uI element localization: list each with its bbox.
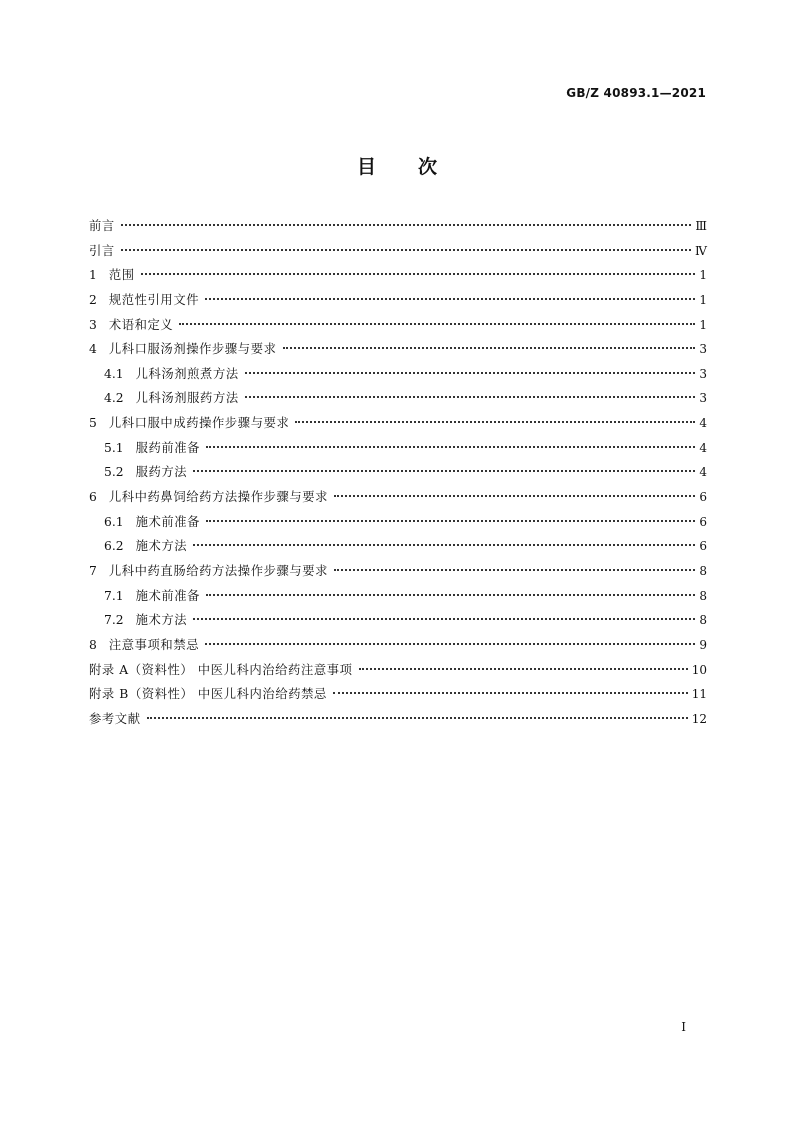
toc-entry-label: 引言: [89, 243, 115, 258]
toc-entry-number: 4: [89, 342, 97, 357]
toc-entry-label: 范围: [108, 268, 135, 283]
toc-entry[interactable]: [89, 413, 707, 438]
standard-code: GB/Z 40893.1—2021: [566, 86, 706, 100]
toc-entry-number: 1: [89, 268, 97, 283]
toc-entry-label: 儿科汤剂煎煮方法: [135, 366, 239, 381]
page-title: [0, 152, 794, 179]
toc-entry-page: 11: [691, 687, 707, 702]
toc-entry-number: 5.2: [104, 465, 124, 480]
toc-leader-dots: [193, 618, 695, 620]
toc-entry[interactable]: [89, 438, 707, 463]
toc-entry[interactable]: [89, 388, 707, 413]
toc-leader-dots: [121, 224, 692, 226]
toc-entry-label: 施术前准备: [135, 588, 201, 603]
title-part-2: 次: [418, 156, 438, 178]
toc-entry-label: 儿科中药直肠给药方法操作步骤与要求: [108, 563, 329, 578]
toc-leader-dots: [147, 717, 688, 719]
toc-leader-dots: [245, 396, 695, 398]
toc-entry[interactable]: [89, 315, 707, 340]
toc-entry-number: 6.2: [104, 539, 124, 554]
toc-entry[interactable]: [89, 216, 707, 241]
table-of-contents: [89, 216, 707, 733]
toc-entry[interactable]: [89, 586, 707, 611]
toc-entry[interactable]: [89, 364, 707, 389]
toc-entry-number: 7: [89, 563, 97, 578]
toc-entry-page: 4: [699, 416, 707, 431]
toc-leader-dots: [193, 544, 695, 546]
toc-leader-dots: [193, 470, 695, 472]
toc-leader-dots: [205, 643, 695, 645]
toc-entry[interactable]: [89, 536, 707, 561]
toc-entry[interactable]: [89, 709, 707, 734]
toc-entry[interactable]: [89, 512, 707, 537]
toc-entry-label: 施术方法: [135, 539, 188, 554]
toc-entry-page: 6: [699, 514, 707, 529]
toc-leader-dots: [141, 273, 695, 275]
toc-entry-number: 7.2: [104, 613, 124, 628]
toc-entry-page: 3: [699, 342, 707, 357]
toc-entry-page: 10: [691, 662, 707, 677]
toc-leader-dots: [206, 446, 695, 448]
toc-leader-dots: [334, 495, 695, 497]
toc-entry[interactable]: [89, 487, 707, 512]
toc-entry-label: 儿科口服汤剂操作步骤与要求: [108, 342, 277, 357]
toc-entry-number: 6.1: [104, 514, 124, 529]
toc-leader-dots: [295, 421, 695, 423]
toc-entry-label: 参考文献: [89, 711, 141, 726]
toc-leader-dots: [245, 372, 695, 374]
toc-entry-label: 服药前准备: [135, 440, 201, 455]
toc-entry-page: Ⅲ: [695, 219, 707, 233]
toc-entry-page: 9: [699, 637, 707, 652]
toc-entry-number: 5: [89, 416, 97, 431]
toc-entry-page: 4: [699, 440, 707, 455]
toc-leader-dots: [334, 569, 695, 571]
toc-entry-page: 8: [699, 588, 707, 603]
title-part-1: 目: [356, 156, 376, 178]
toc-entry-number: 2: [89, 292, 97, 307]
toc-entry-number: 6: [89, 490, 97, 505]
toc-entry-label: 注意事项和禁忌: [108, 637, 200, 652]
toc-entry-page: 12: [691, 711, 707, 726]
toc-entry-label: 附录 B（资料性） 中医儿科内治给药禁忌: [89, 687, 327, 702]
toc-entry[interactable]: [89, 241, 707, 266]
toc-entry-number: 3: [89, 317, 97, 332]
toc-leader-dots: [283, 347, 696, 349]
toc-entry[interactable]: [89, 462, 707, 487]
toc-entry-label: 服药方法: [135, 465, 188, 480]
toc-entry-label: 前言: [89, 219, 115, 233]
toc-entry-page: 3: [699, 391, 707, 406]
toc-entry-label: 儿科汤剂服药方法: [135, 391, 239, 406]
toc-leader-dots: [359, 668, 688, 670]
toc-entry-number: 8: [89, 637, 97, 652]
toc-entry[interactable]: [89, 265, 707, 290]
toc-leader-dots: [205, 298, 695, 300]
toc-entry-number: 4.2: [104, 391, 124, 406]
page-number: I: [681, 1020, 686, 1034]
toc-entry-page: 6: [699, 490, 707, 505]
toc-leader-dots: [206, 594, 695, 596]
toc-leader-dots: [333, 692, 688, 694]
toc-leader-dots: [206, 520, 695, 522]
toc-entry[interactable]: [89, 290, 707, 315]
toc-entry-page: 6: [699, 539, 707, 554]
toc-entry-label: 术语和定义: [108, 317, 174, 332]
toc-entry-page: 8: [699, 613, 707, 628]
toc-entry[interactable]: [89, 635, 707, 660]
toc-entry-page: 3: [699, 366, 707, 381]
toc-entry[interactable]: [89, 339, 707, 364]
toc-entry-page: 1: [699, 292, 707, 307]
toc-entry-page: Ⅳ: [695, 243, 707, 258]
toc-entry-number: 5.1: [104, 440, 124, 455]
toc-entry-label: 附录 A（资料性） 中医儿科内治给药注意事项: [89, 662, 353, 677]
toc-entry-page: 1: [699, 268, 707, 283]
toc-leader-dots: [179, 323, 695, 325]
toc-entry-page: 1: [699, 317, 707, 332]
toc-entry-number: 4.1: [104, 366, 124, 381]
toc-leader-dots: [121, 249, 691, 251]
toc-entry-label: 施术前准备: [135, 514, 201, 529]
toc-entry[interactable]: [89, 610, 707, 635]
toc-entry-number: 7.1: [104, 588, 124, 603]
toc-entry[interactable]: [89, 660, 707, 685]
toc-entry[interactable]: [89, 684, 707, 709]
toc-entry[interactable]: [89, 561, 707, 586]
toc-entry-page: 8: [699, 563, 707, 578]
toc-entry-label: 儿科中药鼻饲给药方法操作步骤与要求: [108, 490, 329, 505]
toc-entry-label: 儿科口服中成药操作步骤与要求: [108, 416, 290, 431]
toc-entry-label: 规范性引用文件: [108, 292, 200, 307]
toc-entry-label: 施术方法: [135, 613, 188, 628]
toc-entry-page: 4: [699, 465, 707, 480]
